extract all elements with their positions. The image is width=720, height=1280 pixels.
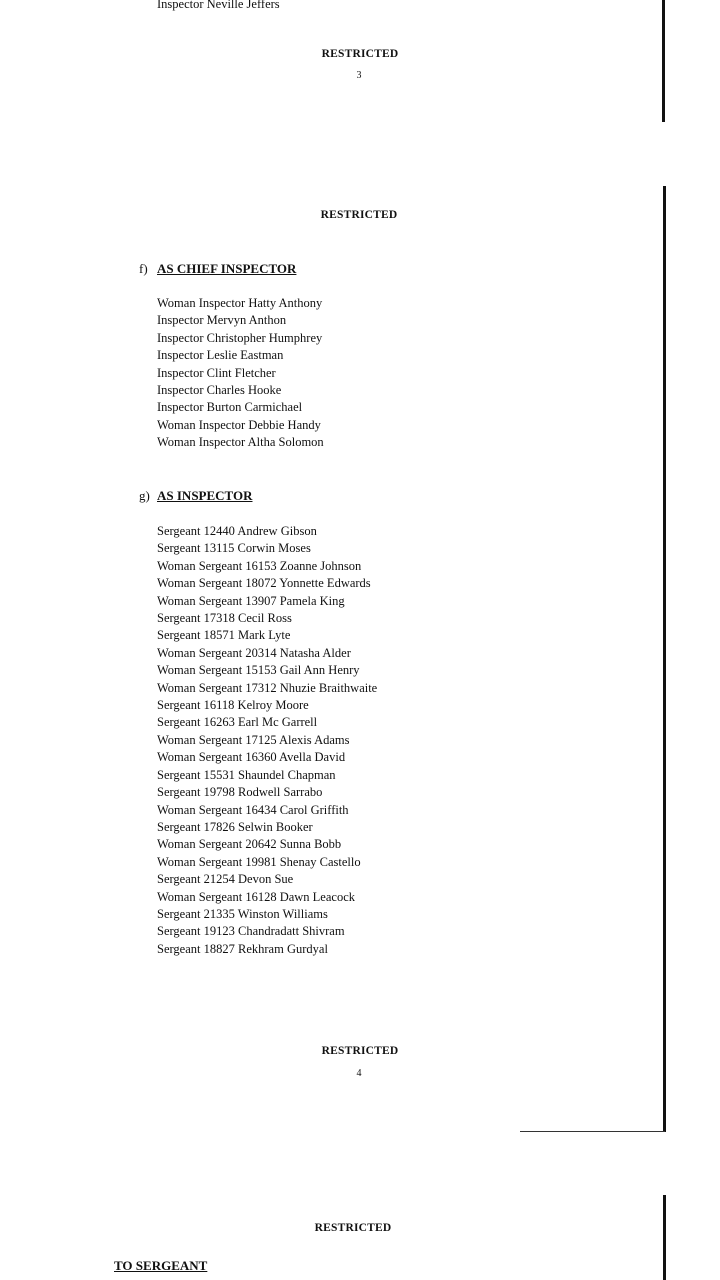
list-item: Sergeant 21335 Winston Williams	[157, 906, 328, 921]
list-item: Woman Sergeant 13907 Pamela King	[157, 593, 345, 608]
inspector-list	[157, 523, 377, 958]
section-g-title: AS INSPECTOR	[157, 488, 253, 503]
list-item: Woman Sergeant 19981 Shenay Castello	[157, 854, 361, 869]
list-item: Sergeant 16263 Earl Mc Garrell	[157, 715, 318, 730]
list-item: Inspector Clint Fletcher	[157, 365, 276, 380]
scan-edge-line	[520, 1131, 665, 1132]
list-item: Sergeant 15531 Shaundel Chapman	[157, 767, 336, 782]
list-item: Inspector Burton Carmichael	[157, 400, 303, 415]
list-item: Sergeant 18827 Rekhram Gurdyal	[157, 941, 328, 956]
list-item: Sergeant 17826 Selwin Booker	[157, 819, 313, 834]
list-item: Woman Sergeant 20314 Natasha Alder	[157, 645, 351, 660]
list-item: Sergeant 16118 Kelroy Moore	[157, 698, 309, 713]
restricted-header-page5: RESTRICTED	[314, 1222, 392, 1234]
section-f-heading	[139, 261, 296, 277]
list-item: Woman Sergeant 16360 Avella David	[157, 750, 346, 765]
list-item: Woman Inspector Altha Solomon	[157, 435, 324, 450]
list-item: Sergeant 18571 Mark Lyte	[157, 628, 291, 643]
list-item: Woman Sergeant 17125 Alexis Adams	[157, 732, 350, 747]
list-item: Woman Sergeant 15153 Gail Ann Henry	[157, 663, 360, 678]
scan-edge-bar	[663, 1195, 666, 1280]
chief-inspector-list	[157, 295, 324, 452]
section-f-title: AS CHIEF INSPECTOR	[157, 261, 297, 276]
list-item: Sergeant 19123 Chandradatt Shivram	[157, 924, 345, 939]
continued-name-line: Inspector Neville Jeffers	[157, 0, 280, 11]
page-number-4: 4	[356, 1068, 362, 1079]
page-number-3: 3	[356, 70, 362, 81]
list-item: Inspector Leslie Eastman	[157, 348, 284, 363]
section-g-marker: g)	[139, 488, 150, 503]
restricted-header-page4: RESTRICTED	[320, 209, 398, 221]
scan-edge-bar	[663, 186, 666, 1132]
list-item: Woman Sergeant 16153 Zoanne Johnson	[157, 558, 362, 573]
list-item: Inspector Christopher Humphrey	[157, 330, 323, 345]
to-sergeant-heading: TO SERGEANT	[114, 1258, 208, 1273]
list-item: Woman Sergeant 17312 Nhuzie Braithwaite	[157, 680, 378, 695]
list-item: Sergeant 21254 Devon Sue	[157, 872, 294, 887]
section-g-heading	[139, 488, 252, 504]
list-item: Sergeant 12440 Andrew Gibson	[157, 524, 317, 538]
restricted-footer-page3: RESTRICTED	[321, 48, 399, 60]
list-item: Sergeant 17318 Cecil Ross	[157, 611, 292, 626]
section-f-marker: f)	[139, 261, 148, 276]
list-item: Woman Sergeant 16128 Dawn Leacock	[157, 889, 356, 904]
list-item: Woman Inspector Hatty Anthony	[157, 296, 323, 310]
list-item: Inspector Charles Hooke	[157, 383, 282, 398]
restricted-footer-page4: RESTRICTED	[321, 1045, 399, 1057]
list-item: Woman Sergeant 18072 Yonnette Edwards	[157, 576, 371, 591]
list-item: Sergeant 19798 Rodwell Sarrabo	[157, 785, 323, 800]
scan-edge-bar	[662, 0, 665, 122]
list-item: Sergeant 13115 Corwin Moses	[157, 541, 311, 556]
list-item: Woman Sergeant 16434 Carol Griffith	[157, 802, 349, 817]
list-item: Woman Sergeant 20642 Sunna Bobb	[157, 837, 342, 852]
list-item: Woman Inspector Debbie Handy	[157, 417, 321, 432]
list-item: Inspector Mervyn Anthon	[157, 313, 287, 328]
